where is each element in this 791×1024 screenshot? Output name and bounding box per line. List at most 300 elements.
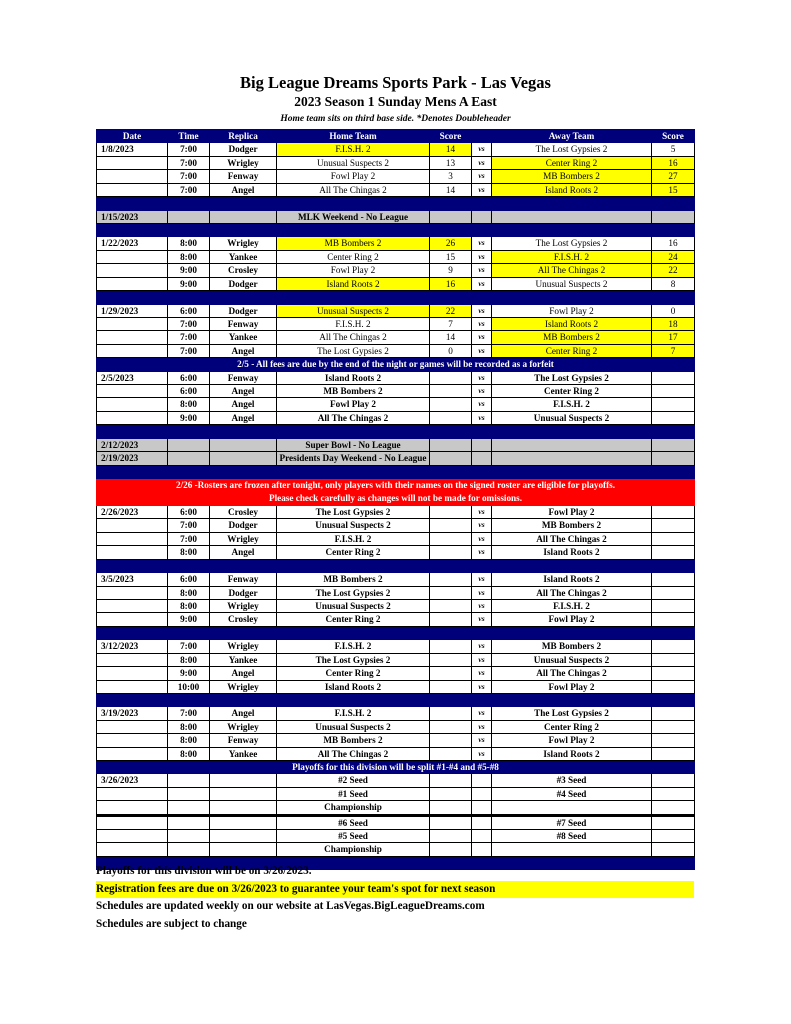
empty-cell [168, 774, 210, 787]
game-row [97, 720, 695, 733]
game-row [97, 237, 695, 250]
home-score-cell [430, 586, 472, 599]
empty-cell [652, 452, 695, 465]
empty-cell [472, 210, 492, 223]
home-score-cell: 0 [430, 344, 472, 357]
field-cell: Yankee [210, 747, 277, 760]
away-team-cell: MB Bombers 2 [492, 170, 652, 183]
empty-cell [472, 438, 492, 451]
away-team-cell: Center Ring 2 [492, 720, 652, 733]
home-team-cell: F.I.S.H. 2 [277, 707, 430, 720]
game-row [97, 532, 695, 545]
home-score-cell [430, 506, 472, 519]
home-score-cell [430, 532, 472, 545]
field-cell: Fenway [210, 371, 277, 384]
away-team-cell: The Lost Gypsies 2 [492, 707, 652, 720]
game-row [97, 747, 695, 760]
spacer-cell [277, 559, 430, 573]
vs-cell: vs [472, 747, 492, 760]
game-row [97, 156, 695, 169]
date-cell [97, 720, 168, 733]
away-team-cell: Island Roots 2 [492, 573, 652, 586]
spacer-cell [492, 197, 652, 211]
away-score-cell: 24 [652, 250, 695, 263]
vs-cell: vs [472, 156, 492, 169]
no-league-text: Presidents Day Weekend - No League [277, 452, 430, 465]
date-cell [97, 747, 168, 760]
field-cell: Yankee [210, 653, 277, 666]
home-score-cell [430, 667, 472, 680]
away-score-cell: 27 [652, 170, 695, 183]
away-team-cell: MB Bombers 2 [492, 640, 652, 653]
home-team-cell: F.I.S.H. 2 [277, 317, 430, 330]
date-cell [97, 344, 168, 357]
home-score-cell [430, 640, 472, 653]
empty-cell [652, 438, 695, 451]
spacer-cell [430, 559, 472, 573]
away-score-cell [652, 532, 695, 545]
empty-cell [652, 801, 695, 815]
vs-cell: vs [472, 586, 492, 599]
date-cell [97, 250, 168, 263]
spacer-cell [492, 559, 652, 573]
home-score-cell [430, 573, 472, 586]
column-header: Time [168, 130, 210, 143]
vs-cell: vs [472, 371, 492, 384]
spacer-cell [472, 223, 492, 237]
date-cell [97, 787, 168, 800]
time-cell: 8:00 [168, 734, 210, 747]
spacer-cell [652, 223, 695, 237]
home-team-cell: Island Roots 2 [277, 371, 430, 384]
away-score-cell [652, 653, 695, 666]
no-league-row [97, 452, 695, 465]
date-cell [97, 667, 168, 680]
spacer-cell [210, 559, 277, 573]
away-score-cell [652, 385, 695, 398]
vs-cell: vs [472, 170, 492, 183]
home-score-cell: 3 [430, 170, 472, 183]
home-score-cell: 22 [430, 304, 472, 317]
away-score-cell: 0 [652, 304, 695, 317]
game-row [97, 599, 695, 612]
away-team-cell: All The Chingas 2 [492, 667, 652, 680]
footer-note: Schedules are subject to change [96, 917, 247, 930]
empty-cell [168, 210, 210, 223]
field-cell: Wrigley [210, 680, 277, 693]
announcement-row [97, 358, 695, 371]
time-cell: 6:00 [168, 506, 210, 519]
away-seed-cell [492, 843, 652, 856]
empty-cell [210, 787, 277, 800]
empty-cell [430, 774, 472, 787]
column-header [472, 130, 492, 143]
empty-cell [168, 452, 210, 465]
away-team-cell: Unusual Suspects 2 [492, 653, 652, 666]
spacer-cell [472, 559, 492, 573]
vs-cell: vs [472, 411, 492, 424]
vs-cell: vs [472, 506, 492, 519]
game-row [97, 398, 695, 411]
spacer-cell [492, 291, 652, 305]
home-score-cell [430, 546, 472, 559]
home-score-cell [430, 747, 472, 760]
playoff-row [97, 801, 695, 815]
spacer-cell [430, 223, 472, 237]
date-cell [97, 613, 168, 626]
field-cell: Angel [210, 546, 277, 559]
column-header: Score [652, 130, 695, 143]
time-cell: 9:00 [168, 613, 210, 626]
vs-cell: vs [472, 331, 492, 344]
home-score-cell: 9 [430, 264, 472, 277]
no-league-row [97, 210, 695, 223]
empty-cell [210, 843, 277, 856]
home-team-cell: Unusual Suspects 2 [277, 304, 430, 317]
vs-cell: vs [472, 250, 492, 263]
empty-cell [168, 843, 210, 856]
spacer-cell [277, 693, 430, 707]
home-score-cell [430, 371, 472, 384]
home-team-cell: Center Ring 2 [277, 546, 430, 559]
vs-cell: vs [472, 653, 492, 666]
time-cell: 7:00 [168, 331, 210, 344]
home-seed-cell: #6 Seed [277, 815, 430, 829]
date-cell [97, 264, 168, 277]
away-score-cell [652, 506, 695, 519]
playoff-row [97, 774, 695, 787]
roster-freeze-line: 2/26 -Rosters are frozen after tonight, only players with their names on the signed roster are eligible for playoffs. [175, 480, 616, 491]
field-cell: Fenway [210, 317, 277, 330]
away-seed-cell: #4 Seed [492, 787, 652, 800]
field-cell: Dodger [210, 304, 277, 317]
field-cell: Crosley [210, 506, 277, 519]
empty-cell [652, 830, 695, 843]
time-cell: 8:00 [168, 653, 210, 666]
date-cell [97, 734, 168, 747]
spacer-cell [97, 291, 168, 305]
time-cell: 7:00 [168, 519, 210, 532]
away-seed-cell: #7 Seed [492, 815, 652, 829]
date-cell: 3/5/2023 [97, 573, 168, 586]
empty-cell [168, 830, 210, 843]
playoff-row [97, 843, 695, 856]
home-team-cell: MB Bombers 2 [277, 573, 430, 586]
vs-cell: vs [472, 317, 492, 330]
date-cell [97, 815, 168, 829]
spacer-cell [492, 626, 652, 640]
home-team-cell: Center Ring 2 [277, 250, 430, 263]
field-cell: Wrigley [210, 640, 277, 653]
spacer-cell [492, 693, 652, 707]
date-cell [97, 830, 168, 843]
time-cell: 9:00 [168, 667, 210, 680]
game-row [97, 264, 695, 277]
vs-cell: vs [472, 277, 492, 290]
away-team-cell: F.I.S.H. 2 [492, 599, 652, 612]
date-cell: 2/12/2023 [97, 438, 168, 451]
vs-cell: vs [472, 385, 492, 398]
spacer-cell [277, 626, 430, 640]
empty-cell [168, 438, 210, 451]
spacer-cell [472, 425, 492, 439]
time-cell: 7:00 [168, 170, 210, 183]
empty-cell [210, 774, 277, 787]
schedule-table [96, 129, 695, 870]
time-cell: 8:00 [168, 599, 210, 612]
vs-cell: vs [472, 532, 492, 545]
spacer-cell [168, 291, 210, 305]
away-score-cell [652, 640, 695, 653]
spacer-cell [168, 197, 210, 211]
date-cell [97, 331, 168, 344]
spacer-cell [168, 465, 210, 479]
date-cell [97, 398, 168, 411]
vs-cell: vs [472, 398, 492, 411]
home-team-cell: Center Ring 2 [277, 667, 430, 680]
away-seed-cell: #8 Seed [492, 830, 652, 843]
home-team-cell: F.I.S.H. 2 [277, 640, 430, 653]
away-team-cell: The Lost Gypsies 2 [492, 371, 652, 384]
away-team-cell: Center Ring 2 [492, 385, 652, 398]
away-score-cell: 18 [652, 317, 695, 330]
footer-note: Playoffs for this division will be on 3/26/2023. [96, 865, 312, 877]
date-cell: 3/26/2023 [97, 774, 168, 787]
field-cell: Wrigley [210, 720, 277, 733]
spacer-cell [210, 197, 277, 211]
game-row [97, 317, 695, 330]
field-cell: Fenway [210, 170, 277, 183]
vs-cell: vs [472, 573, 492, 586]
page-subtitle: 2023 Season 1 Sunday Mens A East [294, 94, 497, 109]
time-cell: 7:00 [168, 532, 210, 545]
playoff-row [97, 815, 695, 829]
home-score-cell [430, 398, 472, 411]
empty-cell [652, 787, 695, 800]
game-row [97, 613, 695, 626]
spacer-cell [652, 465, 695, 479]
home-score-cell: 26 [430, 237, 472, 250]
spacer-cell [652, 197, 695, 211]
home-team-cell: F.I.S.H. 2 [277, 532, 430, 545]
field-cell: Fenway [210, 734, 277, 747]
footer-note: Schedules are updated weekly on our website at LasVegas.BigLeagueDreams.com [96, 900, 485, 912]
date-cell: 3/19/2023 [97, 707, 168, 720]
spacer-row [97, 465, 695, 479]
home-team-cell: The Lost Gypsies 2 [277, 344, 430, 357]
empty-cell [210, 801, 277, 815]
date-cell: 1/8/2023 [97, 143, 168, 156]
time-cell: 8:00 [168, 747, 210, 760]
empty-cell [430, 830, 472, 843]
empty-cell [472, 843, 492, 856]
home-team-cell: F.I.S.H. 2 [277, 143, 430, 156]
game-row [97, 667, 695, 680]
vs-cell: vs [472, 613, 492, 626]
announcement-text: Playoffs for this division will be split #1-#4 and #5-#8 [97, 761, 695, 774]
game-row [97, 506, 695, 519]
spacer-cell [97, 559, 168, 573]
empty-cell [472, 787, 492, 800]
empty-cell [430, 438, 472, 451]
spacer-cell [652, 425, 695, 439]
date-cell: 2/26/2023 [97, 506, 168, 519]
away-team-cell: Island Roots 2 [492, 747, 652, 760]
away-score-cell [652, 586, 695, 599]
home-team-cell: All The Chingas 2 [277, 331, 430, 344]
away-team-cell: F.I.S.H. 2 [492, 398, 652, 411]
field-cell: Angel [210, 398, 277, 411]
spacer-cell [97, 425, 168, 439]
vs-cell: vs [472, 640, 492, 653]
game-row [97, 707, 695, 720]
date-cell [97, 680, 168, 693]
field-cell: Wrigley [210, 599, 277, 612]
vs-cell: vs [472, 707, 492, 720]
spacer-cell [492, 223, 652, 237]
home-team-cell: Fowl Play 2 [277, 170, 430, 183]
field-cell: Fenway [210, 573, 277, 586]
date-cell [97, 532, 168, 545]
date-cell [97, 385, 168, 398]
spacer-cell [97, 197, 168, 211]
home-team-cell: The Lost Gypsies 2 [277, 506, 430, 519]
empty-cell [492, 438, 652, 451]
game-row [97, 640, 695, 653]
home-team-cell: Unusual Suspects 2 [277, 720, 430, 733]
spacer-cell [210, 693, 277, 707]
away-seed-cell: #3 Seed [492, 774, 652, 787]
empty-cell [492, 210, 652, 223]
time-cell: 9:00 [168, 277, 210, 290]
home-team-cell: Unusual Suspects 2 [277, 156, 430, 169]
time-cell: 8:00 [168, 586, 210, 599]
home-team-cell: The Lost Gypsies 2 [277, 653, 430, 666]
spacer-cell [97, 693, 168, 707]
away-score-cell: 15 [652, 183, 695, 196]
date-cell [97, 277, 168, 290]
home-score-cell [430, 707, 472, 720]
spacer-cell [97, 465, 168, 479]
date-cell [97, 519, 168, 532]
empty-cell [652, 815, 695, 829]
date-cell [97, 546, 168, 559]
home-score-cell [430, 519, 472, 532]
time-cell: 8:00 [168, 250, 210, 263]
spacer-cell [430, 693, 472, 707]
home-score-cell: 13 [430, 156, 472, 169]
game-row [97, 344, 695, 357]
spacer-cell [277, 223, 430, 237]
away-team-cell: Fowl Play 2 [492, 613, 652, 626]
away-team-cell: All The Chingas 2 [492, 532, 652, 545]
vs-cell: vs [472, 143, 492, 156]
field-cell: Angel [210, 385, 277, 398]
vs-cell: vs [472, 599, 492, 612]
time-cell: 8:00 [168, 398, 210, 411]
date-cell [97, 653, 168, 666]
home-team-cell: All The Chingas 2 [277, 411, 430, 424]
spacer-cell [277, 465, 430, 479]
empty-cell [472, 801, 492, 815]
time-cell: 7:00 [168, 317, 210, 330]
away-score-cell: 16 [652, 156, 695, 169]
game-row [97, 546, 695, 559]
empty-cell [430, 801, 472, 815]
home-score-cell [430, 599, 472, 612]
roster-freeze-text [97, 479, 695, 506]
date-cell [97, 170, 168, 183]
away-score-cell [652, 573, 695, 586]
away-team-cell: Fowl Play 2 [492, 680, 652, 693]
home-score-cell [430, 411, 472, 424]
away-team-cell: Fowl Play 2 [492, 734, 652, 747]
spacer-cell [168, 693, 210, 707]
table-header-row [97, 130, 695, 143]
field-cell: Wrigley [210, 237, 277, 250]
spacer-cell [168, 425, 210, 439]
away-score-cell [652, 680, 695, 693]
away-team-cell: Island Roots 2 [492, 317, 652, 330]
field-cell: Dodger [210, 519, 277, 532]
spacer-cell [652, 559, 695, 573]
vs-cell: vs [472, 519, 492, 532]
schedule-body [97, 143, 695, 870]
time-cell: 9:00 [168, 411, 210, 424]
away-score-cell [652, 720, 695, 733]
away-score-cell: 22 [652, 264, 695, 277]
date-cell [97, 843, 168, 856]
empty-cell [472, 452, 492, 465]
spacer-cell [472, 465, 492, 479]
spacer-cell [472, 693, 492, 707]
field-cell: Angel [210, 411, 277, 424]
away-score-cell [652, 546, 695, 559]
spacer-row [97, 223, 695, 237]
empty-cell [430, 452, 472, 465]
away-team-cell: MB Bombers 2 [492, 519, 652, 532]
column-header: Away Team [492, 130, 652, 143]
empty-cell [492, 452, 652, 465]
spacer-cell [652, 693, 695, 707]
empty-cell [430, 843, 472, 856]
empty-cell [472, 815, 492, 829]
home-team-cell: Island Roots 2 [277, 680, 430, 693]
spacer-cell [97, 223, 168, 237]
home-score-cell: 7 [430, 317, 472, 330]
away-team-cell: Center Ring 2 [492, 344, 652, 357]
game-row [97, 371, 695, 384]
no-league-row [97, 438, 695, 451]
roster-freeze-row [97, 479, 695, 506]
game-row [97, 653, 695, 666]
spacer-row [97, 197, 695, 211]
empty-cell [430, 787, 472, 800]
spacer-row [97, 626, 695, 640]
home-team-cell: MB Bombers 2 [277, 237, 430, 250]
away-team-cell: Unusual Suspects 2 [492, 277, 652, 290]
field-cell: Yankee [210, 331, 277, 344]
game-row [97, 573, 695, 586]
away-score-cell [652, 707, 695, 720]
page-note: Home team sits on third base side. *Denotes Doubleheader [280, 114, 511, 124]
away-score-cell: 5 [652, 143, 695, 156]
no-league-text: Super Bowl - No League [277, 438, 430, 451]
away-team-cell: Island Roots 2 [492, 546, 652, 559]
home-score-cell [430, 385, 472, 398]
roster-freeze-line: Please check carefully as changes will not be made for omissions. [268, 493, 523, 504]
vs-cell: vs [472, 304, 492, 317]
